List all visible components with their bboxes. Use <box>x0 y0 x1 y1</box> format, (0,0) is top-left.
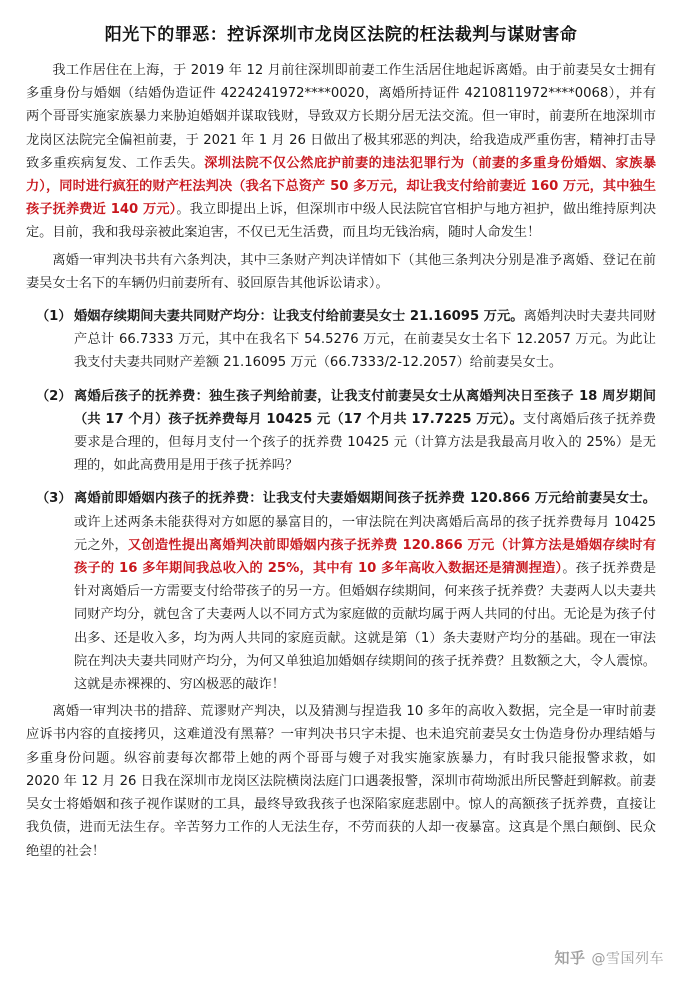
judgment-item-1 <box>26 305 656 375</box>
item-body: 支付离婚后孩子抚养费要求是合理的，但每月支付一个孩子的抚养费 10425 元（计算方法是我最高月收入的 25%）是无理的，如此高费用是用于孩子抚养吗？ <box>74 411 656 474</box>
item-heading: 离婚前即婚姻内孩子的抚养费：让我支付夫妻婚姻期间孩子抚养费 120.866 万元给前妻吴女士。 <box>74 491 656 507</box>
item-heading: 离婚后孩子的抚养费：独生孩子判给前妻，让我支付前妻吴女士从离婚判决日至孩子 18 周岁期间（共 17 个月）孩子抚养费每月 10425 元（17 个月共 17.7225 万元）。 <box>74 388 656 427</box>
article-title: 阳光下的罪恶：控诉深圳市龙岗区法院的枉法裁判与谋财害命 <box>104 25 578 45</box>
item-number: （1） <box>36 309 72 325</box>
intro-text-a: 我工作居住在上海，于 2019 年 12 月前往深圳即前妻工作生活居住地起诉离婚。由于前妻吴女士拥有多重身份与婚姻（结婚伪造证件 4224241972****0020，离婚所持证件 4210811972****0068），并有两个哥哥实施家族暴力来胁迫婚姻并谋取钱财，导致双方长期分居无法交流。但一审时，前妻所在地深圳市龙岗区法院完全偏袒前妻，于 2021 年 1 月 26 日做出了极其邪恶的判决，给我造成严重伤害，精神打击导致多重疾病复发、工作丢失。 <box>26 63 656 171</box>
intro-text-b: 。我立即提出上诉，但深圳市中级人民法院官官相护与地方袒护，做出维持原判决定。目前，我和我母亲被此案迫害，不仅已无生活费，而且均无钱治病，随时人命发生！ <box>26 202 657 241</box>
item-number: （2） <box>36 388 72 404</box>
watermark-author: @雪国列车 <box>591 950 664 967</box>
item-highlight: 又创造性提出离婚判决前即婚姻内孩子抚养费 120.866 万元（计算方法是婚姻存续时有孩子的 16 多年期间我总收入的 25%，其中有 10 多年高收入数据还是猜测捏造） <box>74 537 657 577</box>
judgment-item-2 <box>26 385 656 478</box>
item-body-a: 或许上述两条未能获得对方如愿的暴富目的，一审法院在判决离婚后高昂的孩子抚养费每月 10425 元之外， <box>74 514 656 553</box>
item-body: 离婚判决时夫妻共同财产总计 66.7333 万元，其中在我名下 54.5276 万元，在前妻吴女士名下 12.2057 万元。为此让我支付夫妻共同财产差额 21.16095 万元（66.7333/2-12.2057）给前妻吴女士。 <box>74 309 657 371</box>
item-heading: 婚姻存续期间夫妻共同财产均分：让我支付给前妻吴女士 21.16095 万元。 <box>74 309 524 325</box>
paragraph-judgment-summary: 离婚一审判决书共有六条判决，其中三条财产判决详情如下（其他三条判决分别是准予离婚、登记在前妻吴女士名下的车辆仍归前妻所有、驳回原告其他诉讼请求）。 <box>26 252 656 291</box>
zhihu-logo: 知乎 <box>554 949 586 967</box>
item-number: （3） <box>36 491 72 507</box>
item-body-b: 。孩子抚养费是针对离婚后一方需要支付给带孩子的另一方。但婚姻存续期间，何来孩子抚养费？夫妻两人以夫妻共同财产均分，就包含了夫妻两人以不同方式为家庭做的贡献均属于两人共同的付出。无论是为孩子付出多、还是收入多，均为两人共同的家庭贡献。这就是第（1）条夫妻财产均分的基础。现在一审法院在判决夫妻共同财产均分，为何又单独追加婚姻存续期间的孩子抚养费？且数额之大，令人震惊。这就是赤裸裸的、穷凶极恶的敲诈！ <box>74 561 657 693</box>
intro-highlight: 深圳法院不仅公然庇护前妻的违法犯罪行为（前妻的多重身份婚姻、家族暴力），同时进行疯狂的财产枉法判决（我名下总资产 50 多万元，却让我支付给前妻近 160 万元，其中独生孩子抚养费近 140 万元） <box>26 155 657 218</box>
watermark <box>554 947 664 968</box>
paragraph-conclusion: 离婚一审判决书的措辞、荒谬财产判决，以及猜测与捏造我 10 多年的高收入数据，完全是一审时前妻应诉书内容的直接拷贝，这难道没有黑幕？一审判决书只字未提、也未追究前妻吴女士伪造身份办理结婚与多重身份问题。纵容前妻每次都带上她的两个哥哥与嫂子对我实施家族暴力，有时我只能报警求救，如 2020 年 12 月 26 日我在深圳市龙岗区法院横岗法庭门口遇袭报警，深圳市荷坳派出所民警赶到解救。前妻吴女士将婚姻和孩子视作谋财的工具，最终导致我孩子也深陷家庭悲剧中。惊人的高额孩子抚养费，直接让我负债，进而无法生存。辛苦努力工作的人无法生存，不劳而获的人却一夜暴富。这真是个黑白颠倒、民众绝望的社会！ <box>26 704 656 859</box>
judgment-item-3 <box>26 487 656 696</box>
paragraph-intro <box>26 59 656 245</box>
